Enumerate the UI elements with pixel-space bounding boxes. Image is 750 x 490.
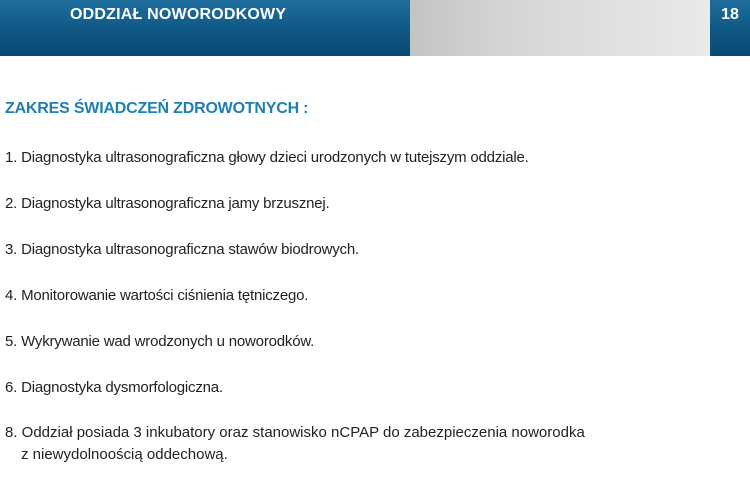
services-list: [5, 146, 735, 466]
list-item-4: 4. Monitorowanie wartości ciśnienia tętniczego.: [5, 287, 309, 304]
slide-header: [0, 0, 750, 56]
list-item-1: 1. Diagnostyka ultrasonograficzna głowy dzieci urodzonych w tutejszym oddziale.: [5, 149, 529, 166]
list-item-8-line1: 8. Oddział posiada 3 inkubatory oraz stanowisko nCPAP do zabezpieczenia noworodka: [5, 424, 585, 441]
list-item-8-line2: z niewydolnoością oddechową.: [21, 446, 228, 463]
header-title: ODDZIAŁ NOWORODKOWY: [70, 6, 287, 23]
list-item-3: 3. Diagnostyka ultrasonograficzna stawów biodrowych.: [5, 241, 359, 258]
header-gray-band: [410, 0, 710, 56]
list-item-2: 2. Diagnostyka ultrasonograficzna jamy brzusznej.: [5, 195, 330, 212]
list-item-6: 6. Diagnostyka dysmorfologiczna.: [5, 379, 223, 396]
list-item-5: 5. Wykrywanie wad wrodzonych u noworodków.: [5, 333, 315, 350]
list-item-8: [5, 422, 735, 466]
page-number: 18: [721, 6, 739, 23]
section-heading: ZAKRES ŚWIADCZEŃ ZDROWOTNYCH :: [5, 100, 309, 117]
